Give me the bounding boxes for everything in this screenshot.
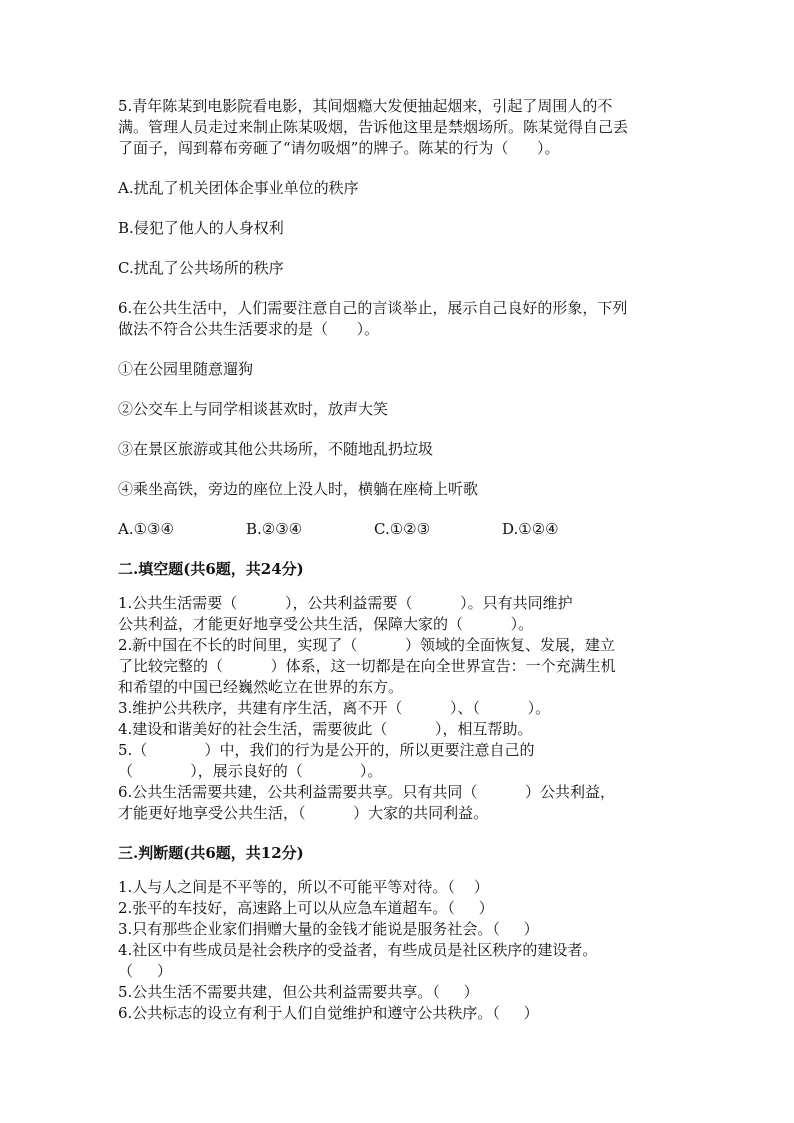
question-5-option-c: C.扰乱了公共场所的秩序	[118, 259, 284, 277]
question-6	[118, 298, 676, 540]
fill-blank-line: （ ），展示良好的（ ）。	[118, 762, 383, 780]
fill-blank-line: 4.建设和谐美好的社会生活，需要彼此（ ），相互帮助。	[118, 720, 533, 738]
true-false-line: 6.公共标志的设立有利于人们自觉维护和遵守公共秩序。（ ）	[118, 1004, 539, 1022]
exam-page	[118, 96, 676, 1024]
question-5-stem-line: 5.青年陈某到电影院看电影，其间烟瘾大发便抽起烟来，引起了周围人的不	[118, 97, 613, 115]
question-6-stem-line: 6.在公共生活中，人们需要注意自己的言谈举止，展示自己良好的形象，下列	[118, 299, 628, 317]
fill-blank-line: 了比较完整的（ ）体系，这一切都是在向全世界宣告：一个充满生机	[118, 657, 616, 675]
question-6-item-1: ①在公园里随意遛狗	[118, 360, 254, 378]
question-6-option-c: C.①②③	[374, 520, 431, 538]
true-false-line: 4.社区中有些成员是社会秩序的受益者，有些成员是社区秩序的建设者。	[118, 941, 598, 959]
question-5-stem-line: 满。管理人员走过来制止陈某吸烟，告诉他这里是禁烟场所。陈某觉得自己丢	[118, 118, 629, 136]
question-6-option-a: A.①③④	[118, 520, 174, 538]
true-false-line: 2.张平的车技好，高速路上可以从应急车道超车。（ ）	[118, 899, 494, 917]
question-5-option-a: A.扰乱了机关团体企事业单位的秩序	[118, 179, 359, 197]
true-false-line: 5.公共生活不需要共建，但公共利益需要共享。（ ）	[118, 983, 479, 1001]
true-false-line: 1.人与人之间是不平等的，所以不可能平等对待。（ ）	[118, 878, 489, 896]
question-5-stem-line: 了面子，闯到幕布旁砸了“请勿吸烟”的牌子。陈某的行为（ ）。	[118, 139, 560, 157]
section-2-heading: 二.填空题(共6题，共24分)	[118, 560, 304, 578]
fill-blank-line: 公共利益，才能更好地享受公共生活，保障大家的（ ）。	[118, 615, 534, 633]
question-6-item-2: ②公交车上与同学相谈甚欢时，放声大笑	[118, 400, 389, 418]
question-5	[118, 96, 676, 279]
fill-blank-line: 5.（ ）中，我们的行为是公开的，所以更要注意自己的	[118, 741, 535, 759]
question-6-item-4: ④乘坐高铁，旁边的座位上没人时，横躺在座椅上听歌	[118, 480, 479, 498]
fill-blank-line: 1.公共生活需要（ ），公共利益需要（ ）。只有共同维护	[118, 594, 573, 612]
section-2-body	[118, 593, 676, 824]
question-6-item-3: ③在景区旅游或其他公共场所，不随地乱扔垃圾	[118, 440, 434, 458]
fill-blank-line: 6.公共生活需要共建，公共利益需要共享。只有共同（ ）公共利益，	[118, 783, 615, 801]
true-false-line: （ ）	[118, 962, 172, 980]
question-6-stem-line: 做法不符合公共生活要求的是（ ）。	[118, 320, 380, 338]
fill-blank-line: 和希望的中国已经巍然屹立在世界的东方。	[118, 678, 404, 696]
section-3-body	[118, 877, 676, 1024]
section-3-heading: 三.判断题(共6题，共12分)	[118, 844, 304, 862]
question-5-option-b: B.侵犯了他人的人身权利	[118, 219, 284, 237]
fill-blank-line: 3.维护公共秩序，共建有序生活，离不开（ ）、（ ）。	[118, 699, 551, 717]
question-6-option-b: B.②③④	[246, 520, 303, 538]
question-6-option-d: D.①②④	[502, 520, 559, 538]
fill-blank-line: 2.新中国在不长的时间里，实现了（ ）领域的全面恢复、发展，建立	[118, 636, 615, 654]
question-6-options	[118, 519, 676, 540]
fill-blank-line: 才能更好地享受公共生活，（ ）大家的共同利益。	[118, 804, 489, 822]
true-false-line: 3.只有那些企业家们捐赠大量的金钱才能说是服务社会。（ ）	[118, 920, 539, 938]
